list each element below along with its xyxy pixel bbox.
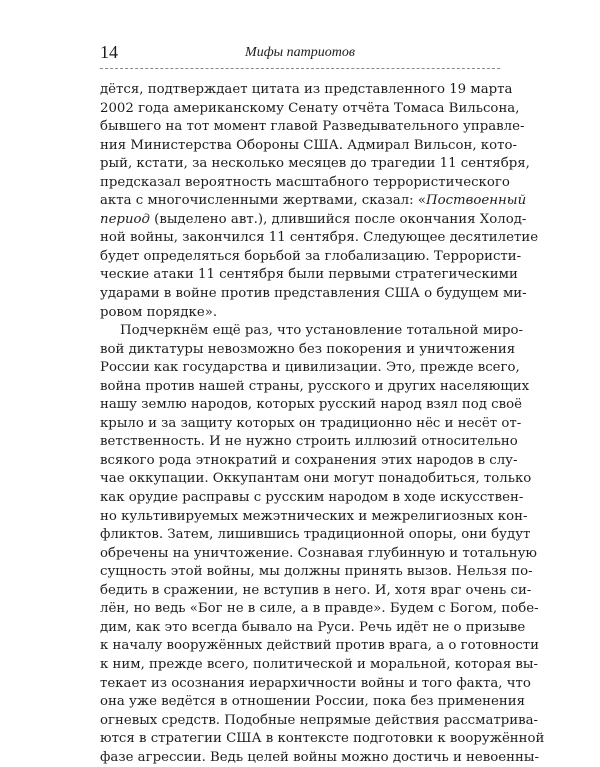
line-text: сущность этой войны, мы должны принять вызов. Нельзя по- [100,564,533,580]
text-line [100,100,520,119]
text-line [100,582,532,601]
text-line [100,137,517,156]
line-text: обречены на уничтожение. Сознавая глубинную и тотальную [100,545,537,561]
line-text: ветственность. И не нужно строить иллюзий относительно [100,434,518,450]
text-line [100,693,525,712]
line-text: акта с многочисленными жертвами, сказал: « [100,193,426,209]
line-text: ударами в войне против представления США о будущем ми- [100,286,527,302]
text-line [100,600,539,619]
text-line [100,118,525,137]
text-line [100,192,527,211]
line-text: ческие атаки 11 сентября были первыми стратегическими [100,267,518,283]
text-line [100,508,528,527]
line-text: к ним, прежде всего, политической и моральной, которая вы- [100,656,538,672]
line-text: России как государства и цивилизации. Это, прежде всего, [100,360,520,376]
text-line [100,396,522,415]
text-line [100,545,537,564]
text-line [100,304,500,323]
text-line [100,155,530,174]
text-line [100,675,531,694]
line-text: всякого рода этнократий и сохранения этих народов в слу- [100,452,518,468]
line-text: текает из осознания иерархичности войны и того факта, что [100,675,531,691]
text-line [100,359,520,378]
line-text: бедить в сражении, не вступив в него. И, хотя враг очень си- [100,582,532,598]
line-text: рый, кстати, за несколько месяцев до трагедии 11 сентября, [100,156,530,172]
text-line [100,656,538,675]
line-text: дётся, подтверждает цитата из представленного 19 марта [100,82,513,97]
line-text: 2002 года американскому Сенату отчёта Томаса Вильсона, [100,100,520,116]
text-line [100,229,539,248]
line-text: чае оккупации. Оккупантам они могут понадобиться, только [100,471,532,487]
text-line [100,470,532,489]
line-text: фликтов. Затем, лишившись традиционной опоры, они будут [100,527,531,543]
line-text: как орудие расправы с русским народом в ходе искусствен- [100,490,524,506]
text-line [100,433,518,452]
text-line [100,285,527,304]
line-text: к началу вооружённых действий против врага, а о готовности [100,638,539,654]
text-line [100,322,523,341]
line-text: она уже ведётся в отношении России, пока без применения [100,694,525,710]
text-line [100,81,513,100]
line-text: лён, но ведь «Бог не в силе, а в правде». Будем с Богом, побе- [100,601,539,617]
line-text: вой диктатуры невозможно без покорения и уничтожения [100,341,516,357]
text-line [100,489,524,508]
line-text: бывшего на тот момент главой Разведывательного управле- [100,119,525,135]
line-text: но культивируемых межэтнических и межрелигиозных кон- [100,508,528,524]
line-text: предсказал вероятность масштабного террористического [100,174,510,190]
line-text: огневых средств. Подобные непрямые действия рассматрива- [100,712,539,728]
line-text: будет определяться борьбой за глобализацию. Террористи- [100,248,522,264]
page-number: 14 [100,42,118,62]
body-text [100,81,545,767]
text-line [100,211,527,230]
line-text: крыло и за защиту которых он традиционно нёс и несёт от- [100,415,522,431]
page-header [100,42,500,70]
line-text: ния Министерства Обороны США. Адмирал Вильсон, кото- [100,137,517,153]
line-text: нашу землю народов, которых русский народ взял под своё [100,397,522,413]
line-text: ной войны, закончился 11 сентября. Следующее десятилетие [100,230,539,246]
text-line [100,637,539,656]
text-line [100,712,539,731]
text-line [100,174,510,193]
line-text: Подчеркнём ещё раз, что установление тотальной миро- [120,323,523,339]
italic-emphasis: Поствоенный [425,193,527,209]
text-line [100,378,530,397]
text-line [100,619,526,638]
text-line [100,452,518,471]
line-text: ровом порядке». [100,304,218,320]
line-text: дим, как это всегда бывало на Руси. Речь идёт не о призыве [100,619,526,635]
text-line [100,563,533,582]
line-text: (выделено авт.), длившийся после окончания Холод- [149,211,527,227]
header-divider [100,68,500,69]
text-line [100,341,516,360]
line-text: ются в стратегии США в контексте подготовки к вооружённой [100,731,545,747]
text-line [100,266,518,285]
text-line [100,730,545,749]
text-line [100,749,539,767]
text-line [100,415,522,434]
text-line [100,526,531,545]
line-text: фазе агрессии. Ведь целей войны можно достичь и невоенны- [100,749,539,765]
italic-emphasis: период [100,211,150,227]
line-text: война против нашей страны, русского и других населяющих [100,378,530,394]
running-title: Мифы патриотов [245,45,355,60]
text-line [100,248,522,267]
